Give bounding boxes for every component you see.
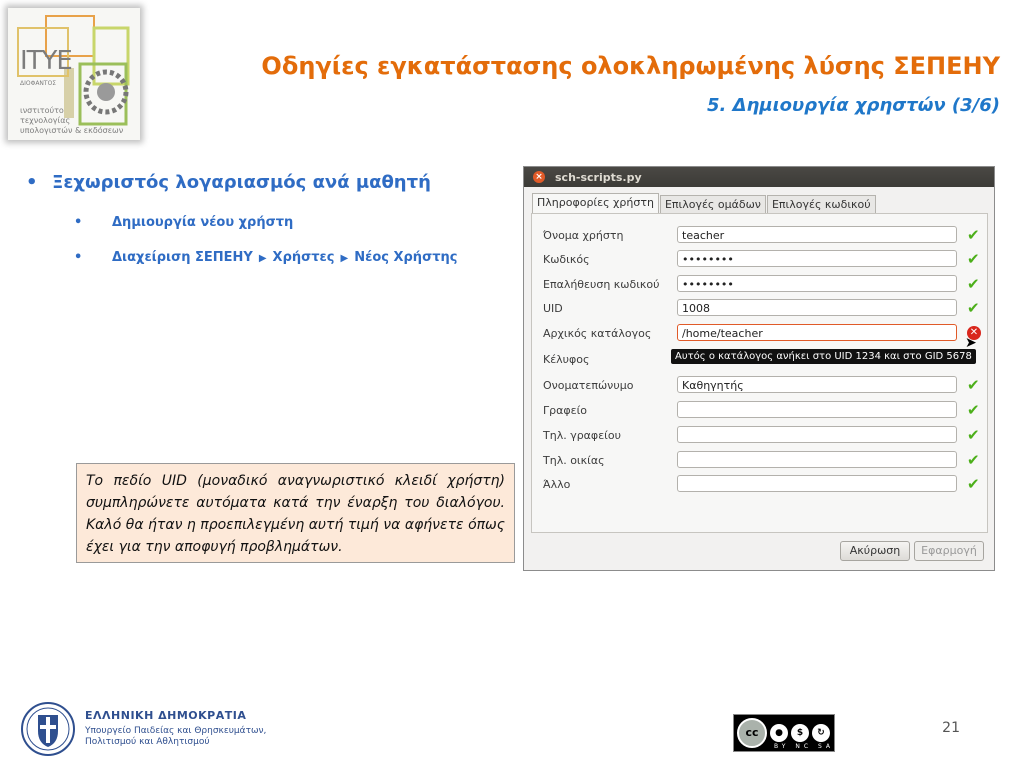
cc-icon: cc bbox=[737, 718, 767, 748]
mouse-pointer-icon: ➤ bbox=[965, 335, 977, 351]
tab-user-info[interactable]: Πληροφορίες χρήστη bbox=[532, 193, 659, 214]
office-phone-field[interactable] bbox=[677, 426, 957, 443]
page-title: Οδηγίες εγκατάστασης ολοκληρωμένης λύσης ΣΕΠΕΗΥ bbox=[261, 52, 1000, 80]
logo-line: υπολογιστών & εκδόσεων bbox=[20, 126, 124, 135]
form-row-office bbox=[543, 401, 983, 421]
ministry-line: Πολιτισμού και Αθλητισμού bbox=[85, 737, 210, 747]
tab-password-options[interactable]: Επιλογές κωδικού bbox=[767, 195, 876, 214]
field-label: Κωδικός bbox=[543, 253, 590, 266]
path-item: Διαχείριση ΣΕΠΕΗΥ bbox=[112, 250, 253, 265]
check-icon: ✔ bbox=[967, 475, 980, 493]
ministry-name bbox=[85, 726, 266, 748]
cancel-button[interactable]: Ακύρωση bbox=[840, 541, 910, 561]
logo-subtext: ΔΙΟΦΑΝΤΟΣ bbox=[20, 80, 57, 87]
form-row-home-dir bbox=[543, 324, 983, 344]
sa-icon: ↻ bbox=[812, 724, 830, 742]
check-icon: ✔ bbox=[967, 226, 980, 244]
home-directory-field[interactable]: /home/teacher bbox=[677, 324, 957, 341]
fullname-field[interactable]: Καθηγητής bbox=[677, 376, 957, 393]
home-phone-field[interactable] bbox=[677, 451, 957, 468]
menu-path bbox=[74, 250, 457, 265]
field-label: Γραφείο bbox=[543, 404, 588, 417]
form-row-home-phone bbox=[543, 451, 983, 471]
cc-labels: BY NC SA bbox=[774, 743, 834, 750]
check-icon: ✔ bbox=[967, 451, 980, 469]
password-field[interactable]: •••••••• bbox=[677, 250, 957, 267]
page-subtitle: 5. Δημιουργία χρηστών (3/6) bbox=[706, 95, 1000, 116]
bullet-main bbox=[26, 172, 431, 193]
bullet-dot-icon: • bbox=[26, 172, 38, 193]
bullet-dot-icon: • bbox=[74, 250, 83, 265]
check-icon: ✔ bbox=[967, 275, 980, 293]
check-icon: ✔ bbox=[967, 299, 980, 317]
logo-line: τεχνολογίας bbox=[20, 116, 71, 125]
other-field[interactable] bbox=[677, 475, 957, 492]
close-icon[interactable]: × bbox=[533, 171, 545, 183]
dialog-tabs bbox=[532, 195, 877, 214]
apply-button[interactable]: Εφαρμογή bbox=[914, 541, 984, 561]
path-item: Χρήστες bbox=[272, 250, 335, 265]
dialog-titlebar bbox=[524, 167, 994, 187]
check-icon: ✔ bbox=[967, 250, 980, 268]
check-icon: ✔ bbox=[967, 426, 980, 444]
tab-group-options[interactable]: Επιλογές ομάδων bbox=[660, 195, 766, 214]
institute-logo bbox=[8, 8, 140, 140]
form-row-password bbox=[543, 250, 983, 270]
field-label: Ονοματεπώνυμο bbox=[543, 379, 634, 392]
triangle-right-icon: ▶ bbox=[258, 253, 267, 264]
gov-title: ΕΛΛΗΝΙΚΗ ΔΗΜΟΚΡΑΤΙΑ bbox=[85, 709, 247, 722]
field-label: Τηλ. γραφείου bbox=[543, 429, 621, 442]
field-label: Άλλο bbox=[543, 478, 571, 491]
office-field[interactable] bbox=[677, 401, 957, 418]
field-label: Τηλ. οικίας bbox=[543, 454, 605, 467]
field-label: Επαλήθευση κωδικού bbox=[543, 278, 660, 291]
nc-icon: $ bbox=[791, 724, 809, 742]
error-icon: ✕ bbox=[967, 326, 981, 340]
form-row-username bbox=[543, 226, 983, 246]
bullet-sub-text: Δημιουργία νέου χρήστη bbox=[112, 215, 294, 230]
field-label: UID bbox=[543, 302, 563, 315]
bullet-sub bbox=[74, 215, 293, 230]
triangle-right-icon: ▶ bbox=[340, 253, 349, 264]
ministry-line: Υπουργείο Παιδείας και Θρησκευμάτων, bbox=[85, 726, 267, 736]
bullet-main-text: Ξεχωριστός λογαριασμός ανά μαθητή bbox=[52, 172, 431, 193]
user-info-panel bbox=[531, 213, 988, 533]
greek-emblem-icon bbox=[20, 701, 76, 757]
field-label: Όνομα χρήστη bbox=[543, 229, 624, 242]
bullet-dot-icon: • bbox=[74, 215, 83, 230]
form-row-password-confirm bbox=[543, 275, 983, 295]
field-label: Αρχικός κατάλογος bbox=[543, 327, 652, 340]
user-dialog bbox=[523, 166, 995, 571]
form-row-office-phone bbox=[543, 426, 983, 446]
dialog-title: sch-scripts.py bbox=[555, 170, 642, 184]
logo-text: ΙΤΥΕ bbox=[20, 46, 72, 76]
username-field[interactable]: teacher bbox=[677, 226, 957, 243]
path-item: Νέος Χρήστης bbox=[354, 250, 458, 265]
form-row-other bbox=[543, 475, 983, 495]
form-row-uid bbox=[543, 299, 983, 319]
cc-license-badge bbox=[733, 714, 835, 752]
check-icon: ✔ bbox=[967, 401, 980, 419]
page-number: 21 bbox=[942, 720, 960, 736]
password-confirm-field[interactable]: •••••••• bbox=[677, 275, 957, 292]
uid-field[interactable]: 1008 bbox=[677, 299, 957, 316]
logo-line: ινστιτούτο bbox=[20, 106, 64, 115]
form-row-fullname bbox=[543, 376, 983, 396]
home-dir-tooltip: Αυτός ο κατάλογος ανήκει στο UID 1234 και στο GID 5678 bbox=[671, 349, 976, 364]
by-icon: ● bbox=[770, 724, 788, 742]
check-icon: ✔ bbox=[967, 376, 980, 394]
field-label: Κέλυφος bbox=[543, 353, 590, 366]
note-box: Το πεδίο UID (μοναδικό αναγνωριστικό κλειδί χρήστη) συμπληρώνετε αυτόματα κατά την έναρξη του διαλόγου. Καλό θα ήταν η προεπιλεγμένη αυτή τιμή να αφήνετε όπως έχει για την αποφυγή προβλημάτων. bbox=[76, 463, 515, 563]
